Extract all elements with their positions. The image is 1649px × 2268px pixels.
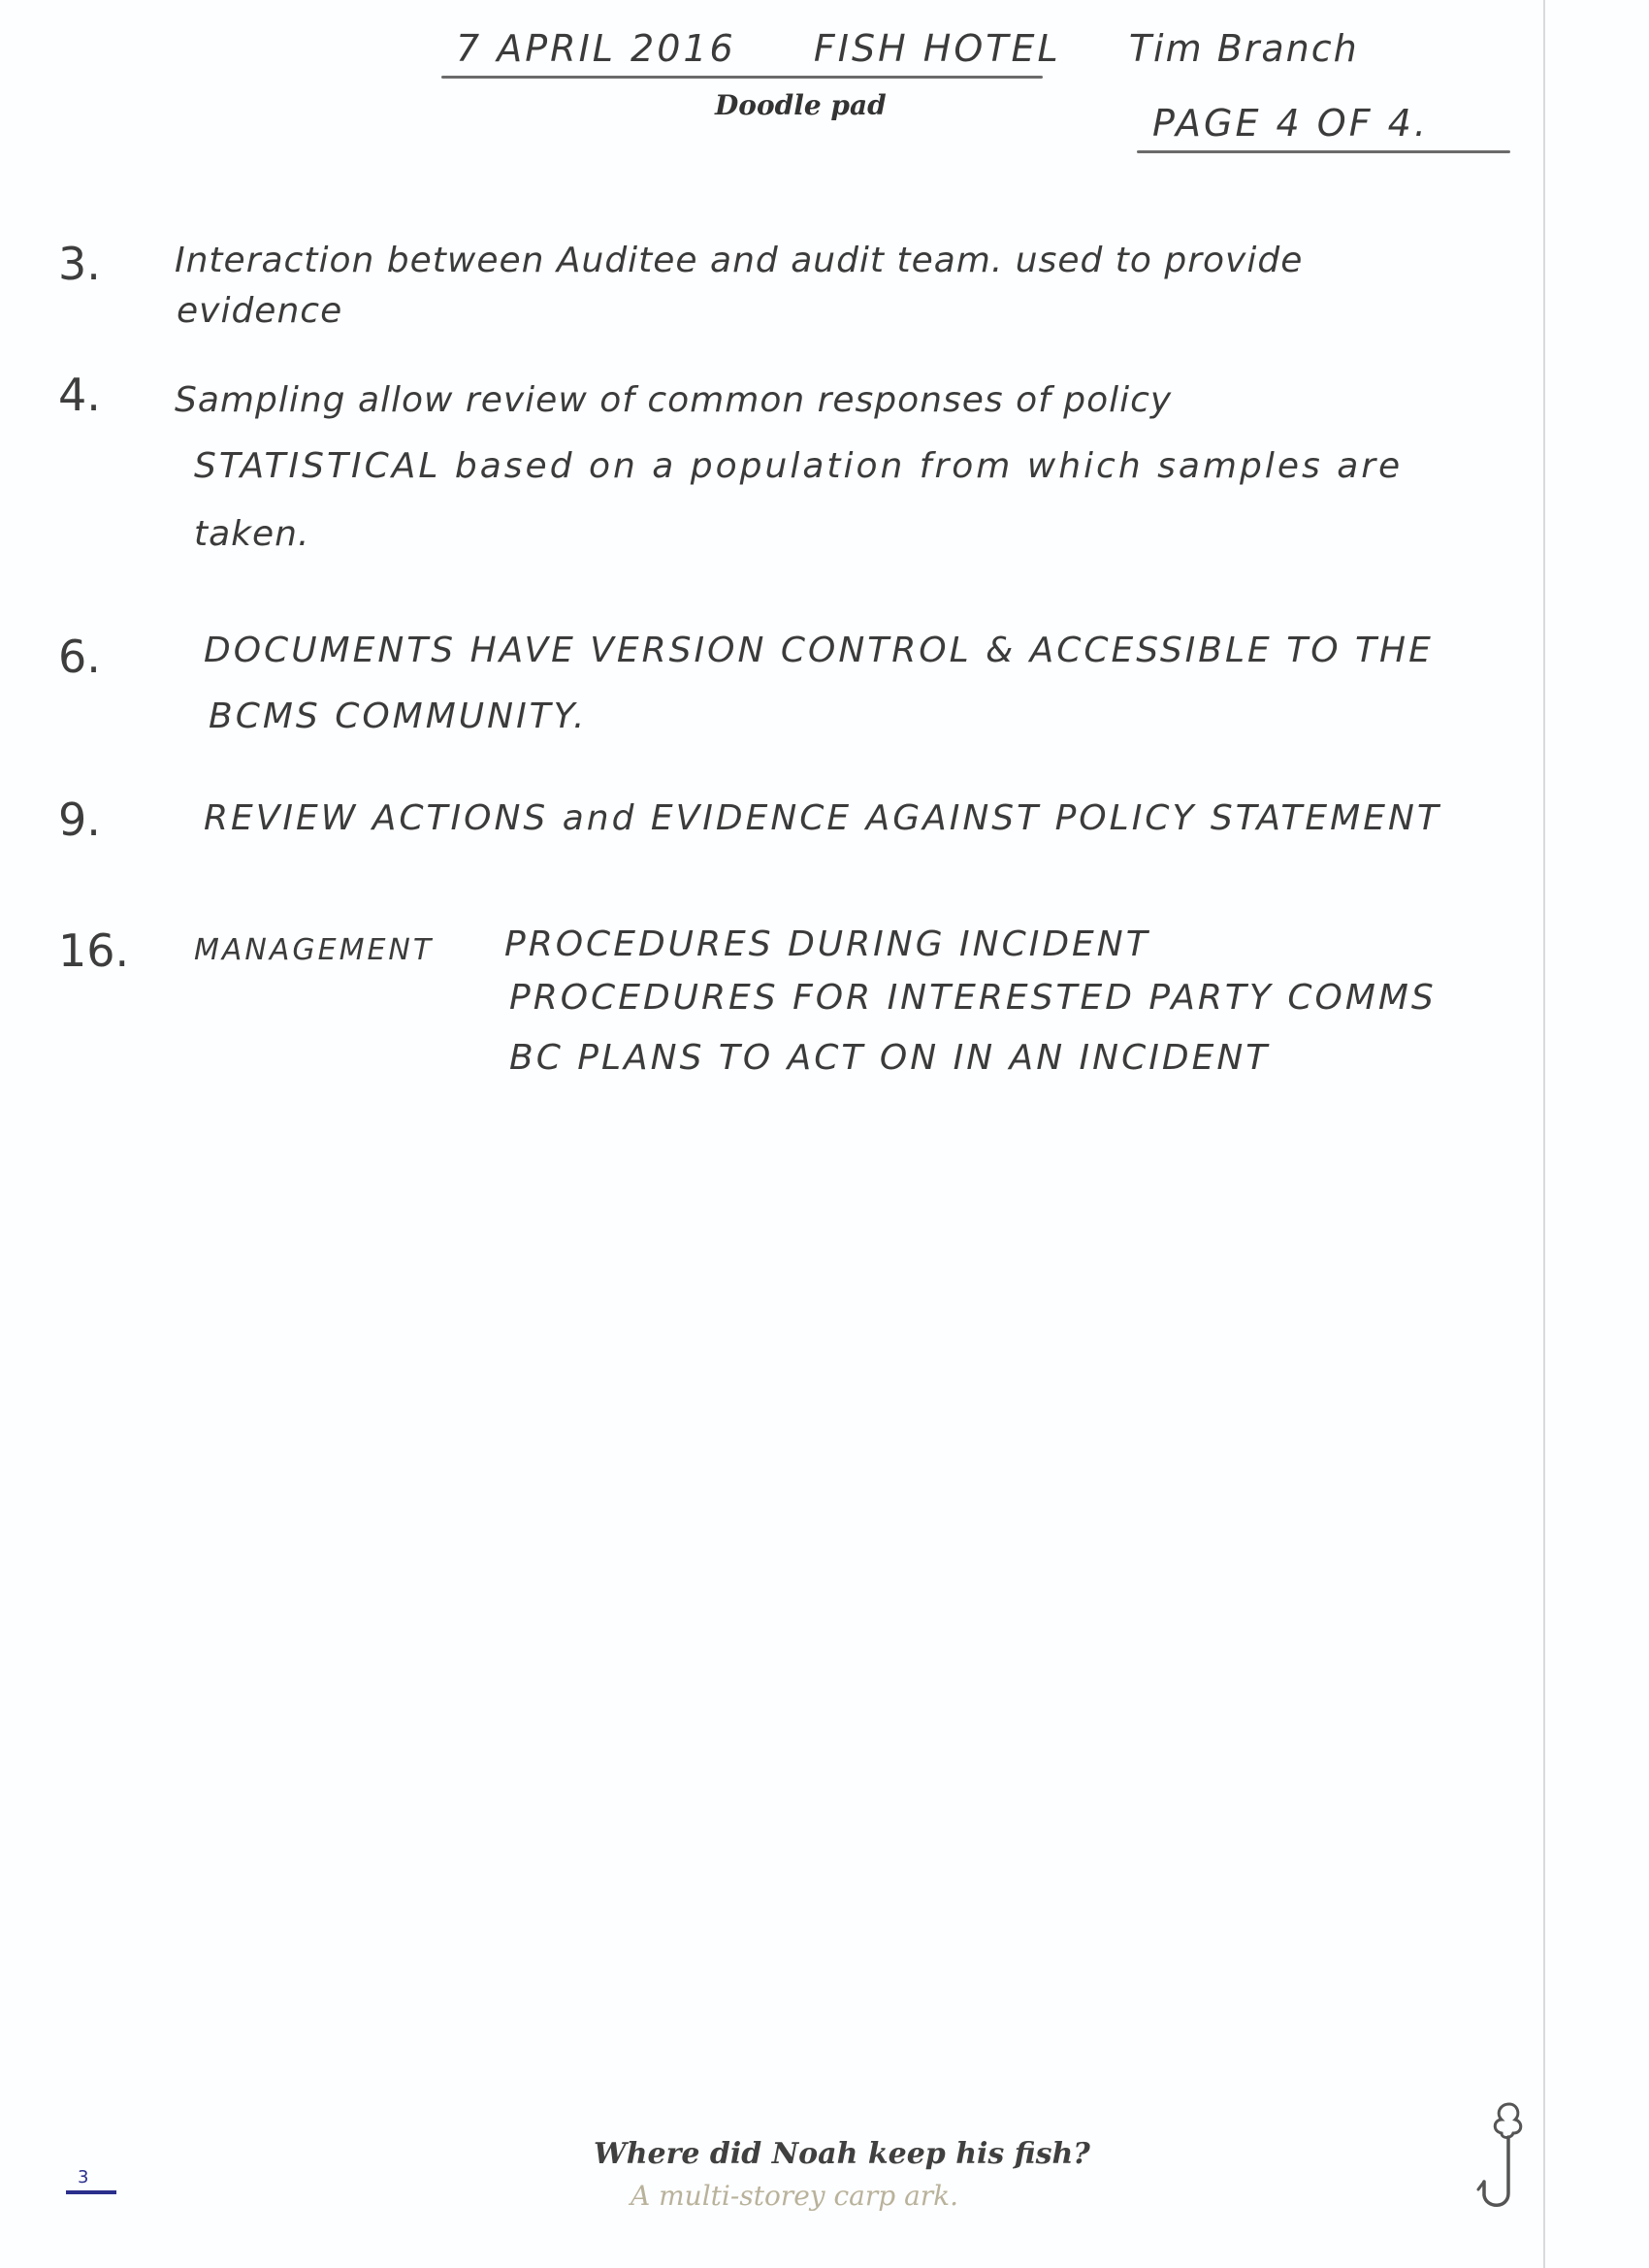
note-label: MANAGEMENT [194, 933, 435, 967]
pad-title: Doodle pad [715, 89, 887, 121]
note-line: evidence [177, 291, 343, 331]
header-author: Tim Branch [1128, 27, 1359, 70]
note-line: Sampling allow review of common responses of policy [175, 380, 1173, 420]
corner-mark [66, 2167, 116, 2194]
note-number: 4. [58, 369, 101, 421]
note-line: BCMS COMMUNITY. [209, 697, 588, 736]
note-number: 6. [58, 631, 101, 683]
note-line: STATISTICAL based on a population from which samples are [194, 446, 1404, 486]
note-line: PROCEDURES FOR INTERESTED PARTY COMMS [509, 978, 1437, 1018]
corner-mark-number: 3 [78, 2167, 89, 2187]
note-number: 9. [58, 794, 101, 846]
page-number-underline [1137, 150, 1510, 153]
note-line: Interaction between Auditee and audit team. used to provide [175, 241, 1304, 280]
note-line: REVIEW ACTIONS and EVIDENCE AGAINST POLICY STATEMENT [204, 798, 1441, 838]
fish-hook-icon [1472, 2100, 1540, 2217]
note-line: DOCUMENTS HAVE VERSION CONTROL & ACCESSIBLE TO THE [204, 631, 1434, 670]
note-number: 16. [58, 924, 130, 977]
margin-line [1543, 0, 1545, 2268]
header-line [456, 27, 1359, 70]
footer-joke-answer: A multi-storey carp ark. [630, 2180, 959, 2212]
note-line: BC PLANS TO ACT ON IN AN INCIDENT [509, 1038, 1271, 1078]
note-line: taken. [194, 514, 310, 554]
header-date: 7 APRIL 2016 [456, 27, 736, 70]
page-number: PAGE 4 OF 4. [1152, 102, 1429, 145]
footer-joke-question: Where did Noah keep his fish? [594, 2137, 1090, 2171]
header-underline [441, 76, 1043, 79]
note-number: 3. [58, 238, 101, 290]
note-line: PROCEDURES DURING INCIDENT [504, 924, 1150, 964]
header-venue: FISH HOTEL [813, 27, 1061, 70]
